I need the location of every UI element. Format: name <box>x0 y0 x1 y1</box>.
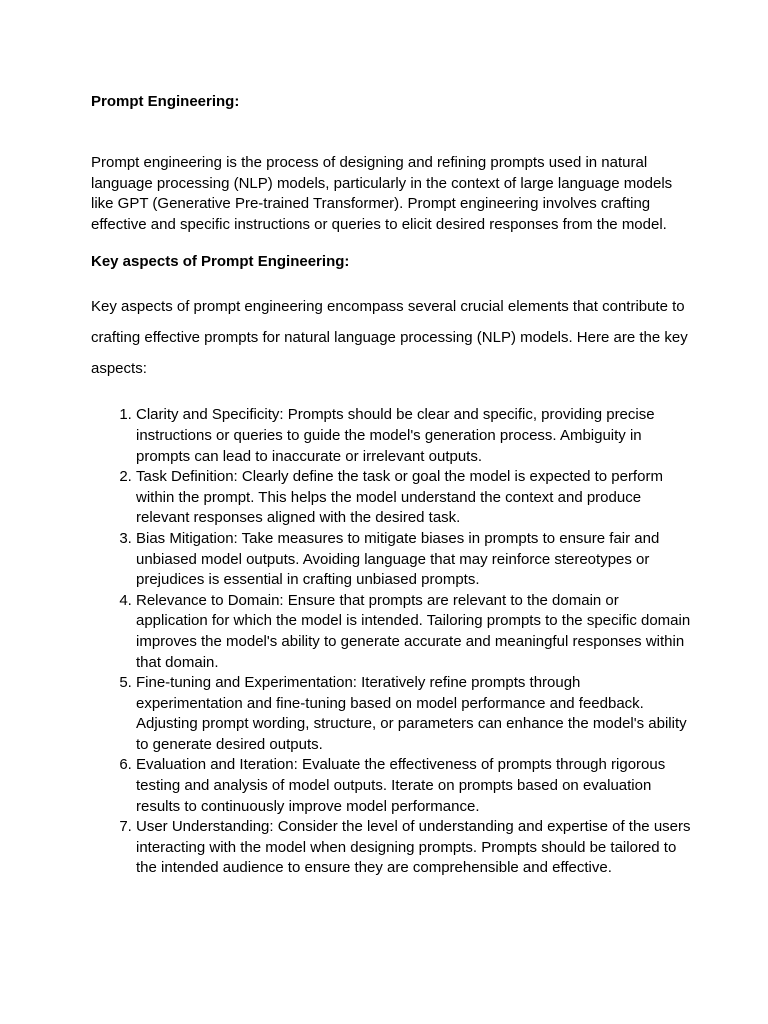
key-aspects-list <box>91 405 691 879</box>
intro-paragraph: Prompt engineering is the process of designing and refining prompts used in natural language processing (NLP) models, particularly in the context of large language models like GPT (Generative Pre-trained Transformer). Prompt engineering involves crafting effective and specific instructions or queries to elicit desired responses from the model. <box>91 154 673 233</box>
list-item: 5. Fine-tuning and Experimentation: Iteratively refine prompts through experimentation and fine-tuning based on model performance and feedback. Adjusting prompt wording, structure, or parameters can enhance the model's ability to generate desired outputs. <box>136 673 691 755</box>
list-item: 3. Bias Mitigation: Take measures to mitigate biases in prompts to ensure fair and unbiased model outputs. Avoiding language that may reinforce stereotypes or prejudices is essential in crafting unbiased prompts. <box>136 529 691 591</box>
heading-key-aspects: Key aspects of Prompt Engineering: <box>91 253 350 271</box>
heading-prompt-engineering: Prompt Engineering: <box>91 93 240 110</box>
list-item: 2. Task Definition: Clearly define the task or goal the model is expected to perform within the prompt. This helps the model understand the context and produce relevant responses aligned with the desired task. <box>136 467 691 529</box>
list-item: 6. Evaluation and Iteration: Evaluate the effectiveness of prompts through rigorous testing and analysis of model outputs. Iterate on prompts based on evaluation results to continuously improve model performance. <box>136 755 691 817</box>
key-aspects-paragraph: Key aspects of prompt engineering encompass several crucial elements that contribute to crafting effective prompts for natural language processing (NLP) models. Here are the key aspects: <box>91 298 688 378</box>
list-item: 7. User Understanding: Consider the level of understanding and expertise of the users interacting with the model when designing prompts. Prompts should be tailored to the intended audience to ensure they are comprehensible and effective. <box>136 817 691 879</box>
list-item: 1. Clarity and Specificity: Prompts should be clear and specific, providing precise instructions or queries to guide the model's generation process. Ambiguity in prompts can lead to inaccurate or irrelevant outputs. <box>136 405 691 467</box>
list-item: 4. Relevance to Domain: Ensure that prompts are relevant to the domain or application for which the model is intended. Tailoring prompts to the specific domain improves the model's ability to generate accurate and meaningful responses within that domain. <box>136 591 691 673</box>
document-content <box>91 92 691 879</box>
